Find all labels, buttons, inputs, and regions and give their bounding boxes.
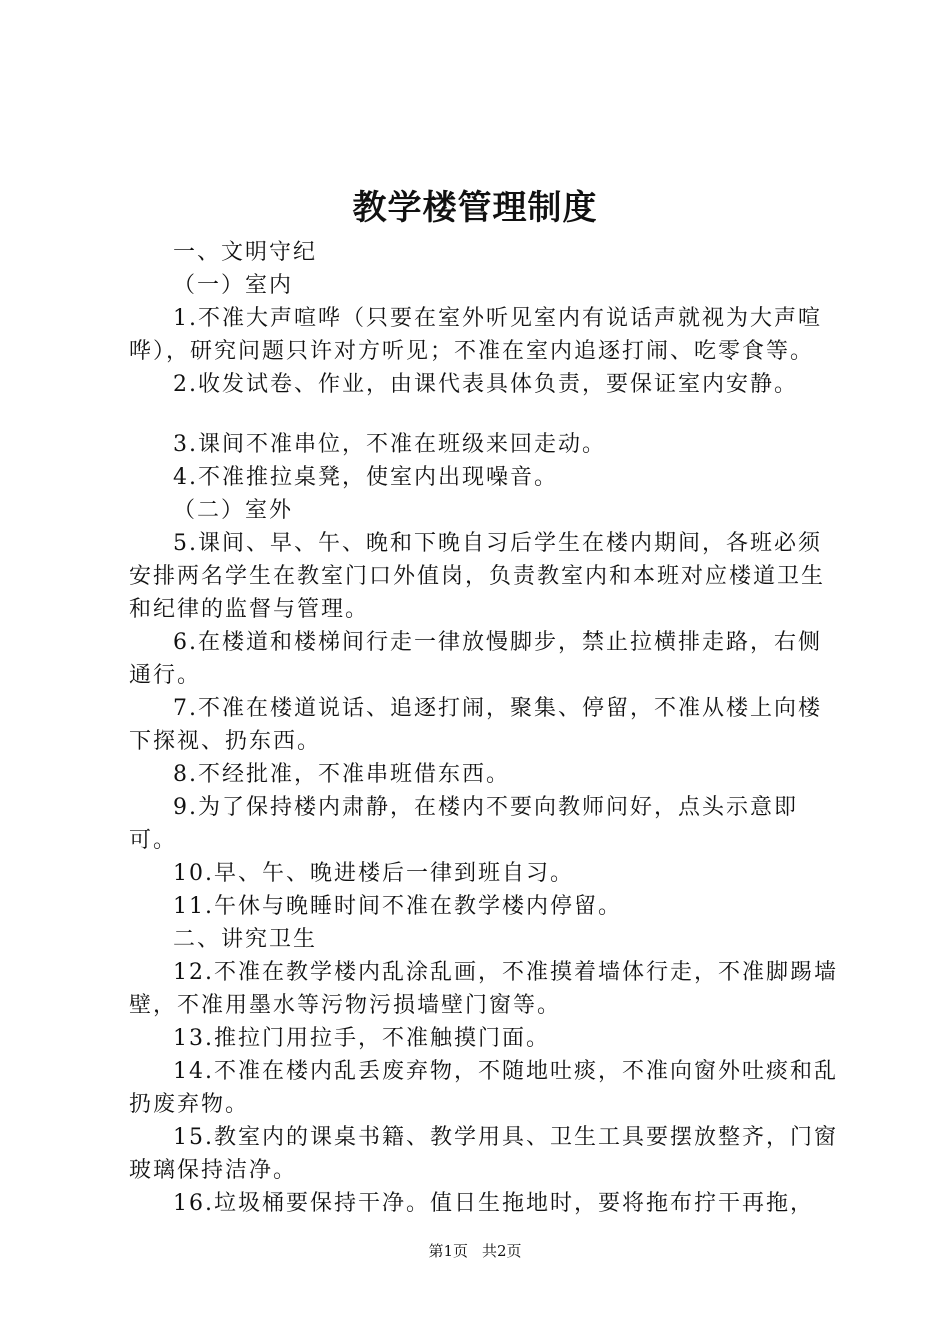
rule-paragraph: 10.早、午、晚进楼后一律到班自习。 <box>173 861 574 886</box>
rule-paragraph: 16.垃圾桶要保持干净。值日生拖地时，要将拖布拧干再拖， <box>173 1191 814 1216</box>
rule-paragraph: 7.不准在楼道说话、追逐打闹，聚集、停留，不准从楼上向楼下探视、扔东西。 <box>129 696 822 754</box>
subsection-heading: （一）室内 <box>173 273 294 298</box>
section-heading: 二、讲究卫生 <box>173 927 318 952</box>
rule-paragraph: 15.教室内的课桌书籍、教学用具、卫生工具要摆放整齐，门窗玻璃保持洁净。 <box>129 1125 838 1183</box>
page-number: 第1页 <box>428 1242 468 1260</box>
rule-paragraph: 4.不准推拉桌凳，使室内出现噪音。 <box>173 465 558 490</box>
rule-paragraph: 13.推拉门用拉手，不准触摸门面。 <box>173 1026 550 1051</box>
document-body <box>129 236 841 1220</box>
page-footer <box>0 1240 950 1262</box>
page-total: 共2页 <box>482 1242 522 1260</box>
document-title: 教学楼管理制度 <box>352 188 598 228</box>
rule-paragraph: 3.课间不准串位，不准在班级来回走动。 <box>173 432 606 457</box>
rule-paragraph: 2.收发试卷、作业，由课代表具体负责，要保证室内安静。 <box>173 372 798 397</box>
subsection-heading: （二）室外 <box>173 498 294 523</box>
rule-paragraph: 6.在楼道和楼梯间行走一律放慢脚步，禁止拉横排走路，右侧通行。 <box>129 630 822 688</box>
rule-paragraph: 11.午休与晚睡时间不准在教学楼内停留。 <box>173 894 622 919</box>
rule-paragraph: 9.为了保持楼内肃静，在楼内不要向教师问好，点头示意即可。 <box>129 795 798 853</box>
rule-paragraph: 12.不准在教学楼内乱涂乱画，不准摸着墙体行走，不准脚踢墙壁，不准用墨水等污物污损墙壁门窗等。 <box>129 960 838 1018</box>
rule-paragraph: 8.不经批准，不准串班借东西。 <box>173 762 510 787</box>
rule-paragraph: 14.不准在楼内乱丢废弃物，不随地吐痰，不准向窗外吐痰和乱扔废弃物。 <box>129 1059 838 1117</box>
section-heading: 一、文明守纪 <box>173 240 318 265</box>
rule-paragraph: 5.课间、早、午、晚和下晚自习后学生在楼内期间，各班必须安排两名学生在教室门口外值岗，负责教室内和本班对应楼道卫生和纪律的监督与管理。 <box>129 531 826 622</box>
rule-paragraph: 1.不准大声喧哗（只要在室外听见室内有说话声就视为大声喧哗），研究问题只许对方听见；不准在室内追逐打闹、吃零食等。 <box>129 306 822 364</box>
